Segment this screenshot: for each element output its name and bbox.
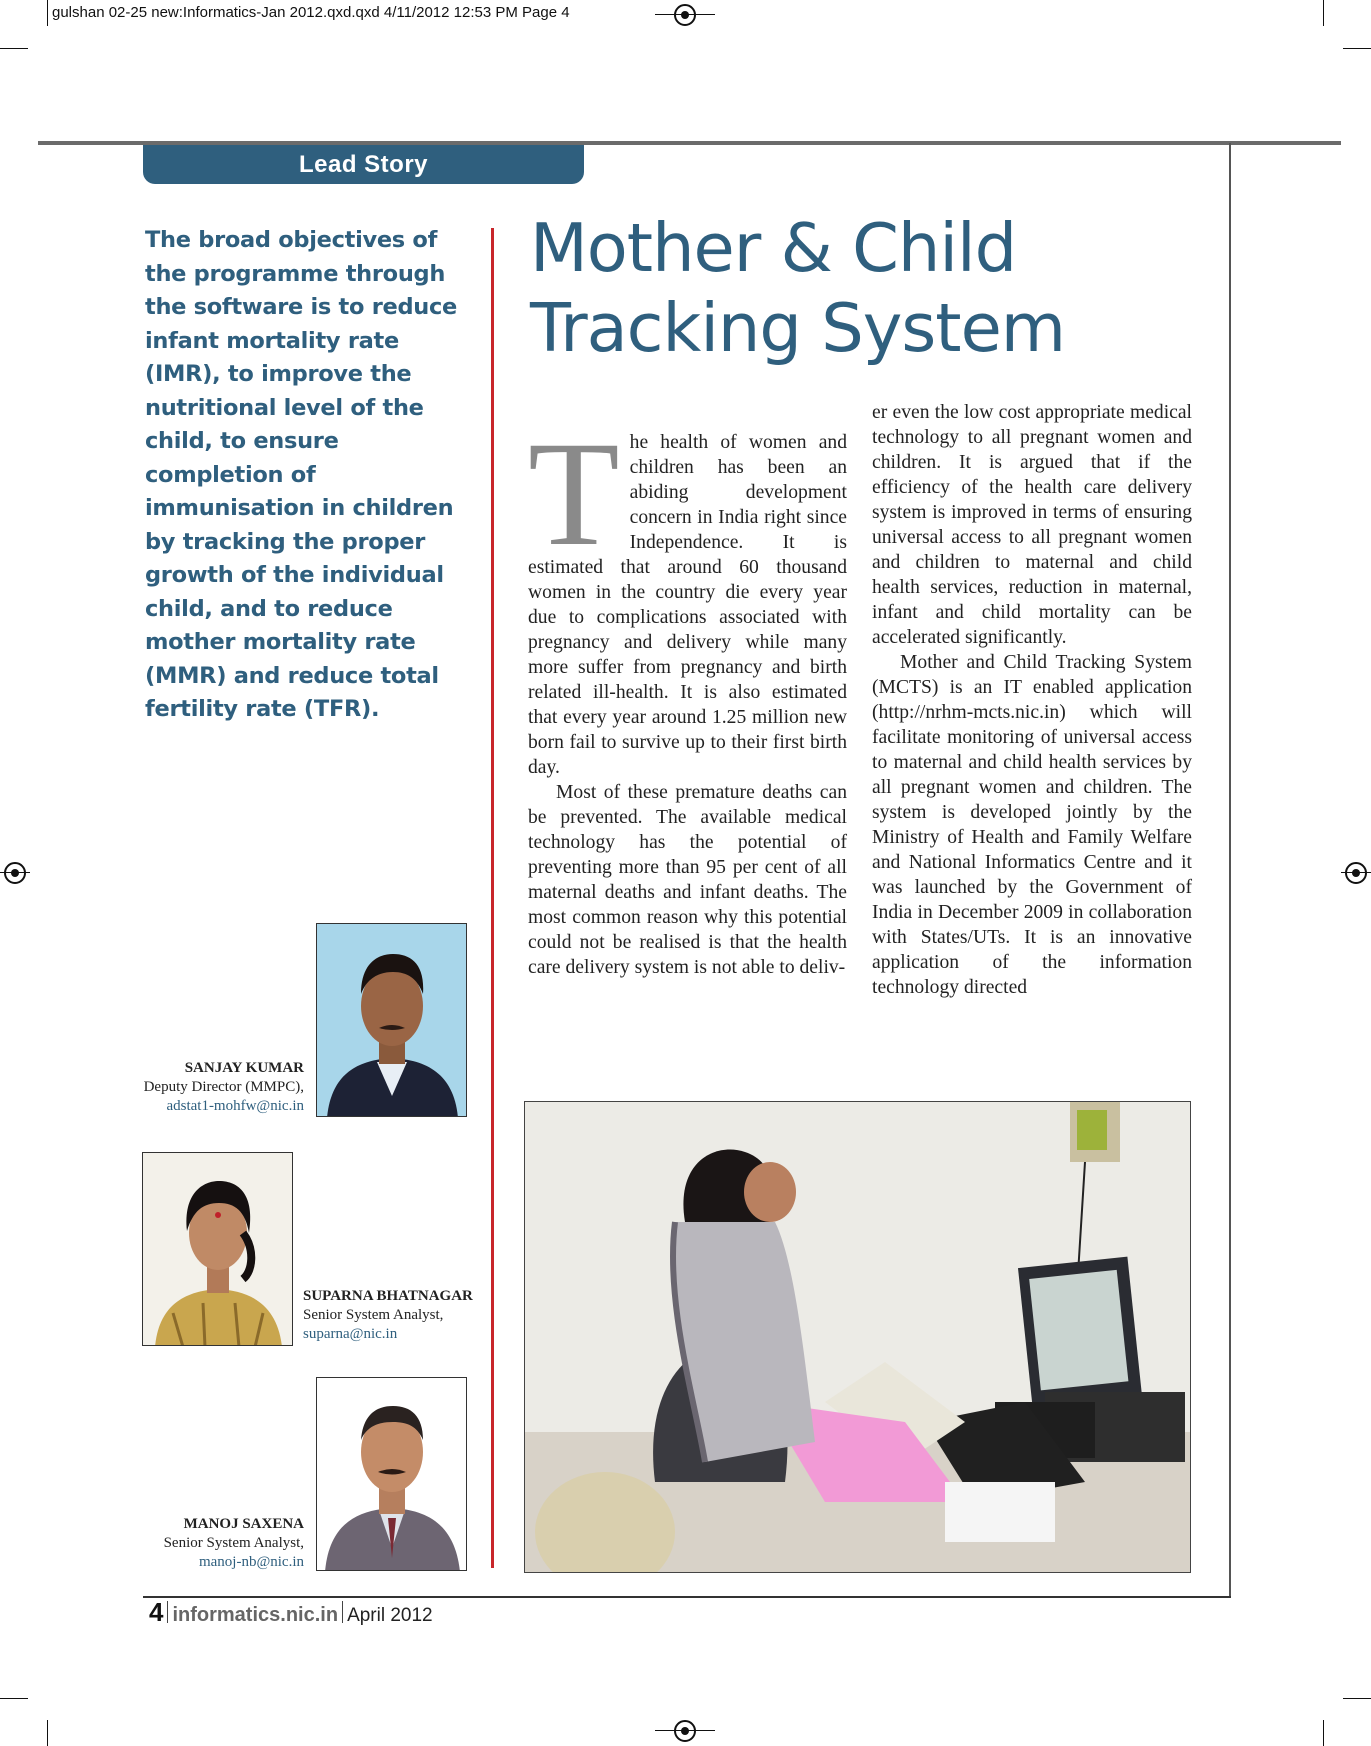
section-tab: Lead Story [143,145,584,184]
paragraph-4: Mother and Child Tracking System (MCTS) is an IT enabled application (http://nrhm-mcts.nic.in) which will facilitate monitoring of universal access to maternal and child health services by all pregnant women and children. The system is developed jointly by the Ministry of Health and Family Welfare and National Informatics Centre and it was launched by the Government of India in December 2009 in collaboration with States/UTs. It is an innovative application of the information technology directed [872,652,1192,998]
crop-mark [0,1698,28,1699]
author-name: SANJAY KUMAR [184,1060,304,1076]
author-photo-suparna-bhatnagar [142,1152,293,1346]
page-number: 4 [149,1597,164,1627]
footer-separator [342,1601,343,1623]
article-column-2 [872,400,1192,1000]
paragraph-1-text: he health of women and children has been an abiding development concern in India right since Independence. It is estimated that around 60 thousand women in the country die every year due to complications associated with pregnancy and delivery while many more suffer from pregnancy and birth related ill-health. It is also estimated that every year around 1.25 million new born fail to survive up to their first birth day. [528,432,847,778]
author-credit-2 [303,1287,503,1344]
pull-quote: The broad objectives of the programme through the software is to reduce infant mortality rate (IMR), to improve the nutritional level of the child, to ensure completion of immunisation in children by tracking the proper growth of the individual child, and to reduce mother mortality rate (MMR) and reduce total fertility rate (TFR). [145,227,457,722]
paragraph-3: er even the low cost appropriate medical technology to all pregnant women and children. It is argued that if the efficiency of the health care delivery system is improved in terms of ensuring universal access to all pregnant women and children to maternal and child health services, reduction in maternal, infant and child mortality can be accelerated significantly. [872,402,1192,648]
footer-separator [167,1601,168,1623]
crop-mark [47,0,48,26]
title-line-1: Mother & Child [530,209,1017,287]
frame-right-rule [1229,143,1231,1598]
crop-mark [47,1720,48,1746]
author-email[interactable]: manoj-nb@nic.in [198,1554,304,1570]
crop-mark [1323,0,1324,26]
title-line-2: Tracking System [530,289,1066,367]
paragraph-2: Most of these premature deaths can be prevented. The available medical technology has the potential of preventing more than 95 per cent of all maternal deaths and infant deaths. The most common reason why this potential could not be realised is that the health care delivery system is not able to deliv- [528,782,847,978]
author-role: Deputy Director (MMPC), [143,1079,304,1095]
author-photo-sanjay-kumar [316,923,467,1117]
registration-mark-icon [1345,862,1367,884]
author-name: MANOJ SAXENA [183,1516,304,1532]
author-name: SUPARNA BHATNAGAR [303,1288,473,1304]
registration-mark-icon [674,1720,696,1742]
article-column-1 [528,411,847,980]
article-photo [524,1101,1191,1573]
author-credit-3 [100,1515,304,1572]
drop-cap: T [528,411,620,577]
footer-date: April 2012 [347,1605,433,1626]
author-credit-1 [100,1059,304,1116]
author-role: Senior System Analyst, [163,1535,304,1551]
office-scene-illustration [525,1102,1191,1573]
author-role: Senior System Analyst, [303,1307,444,1323]
portrait-illustration [317,1378,467,1571]
crop-mark [1323,1720,1324,1746]
portrait-illustration [317,924,467,1117]
author-photo-manoj-saxena [316,1377,467,1571]
crop-mark [0,48,28,49]
registration-mark-icon [674,4,696,26]
author-email[interactable]: adstat1-mohfw@nic.in [166,1098,304,1114]
article-title [530,208,1170,368]
column-divider [491,228,494,1568]
paragraph-1 [528,411,847,780]
page-footer [149,1597,433,1628]
author-email[interactable]: suparna@nic.in [303,1326,398,1342]
crop-mark [1343,1698,1371,1699]
crop-mark [1343,48,1371,49]
registration-mark-icon [4,862,26,884]
print-slug: gulshan 02-25 new:Informatics-Jan 2012.qxd.qxd 4/11/2012 12:53 PM Page 4 [52,4,570,21]
portrait-illustration [143,1153,293,1346]
footer-site[interactable]: informatics.nic.in [172,1604,339,1626]
